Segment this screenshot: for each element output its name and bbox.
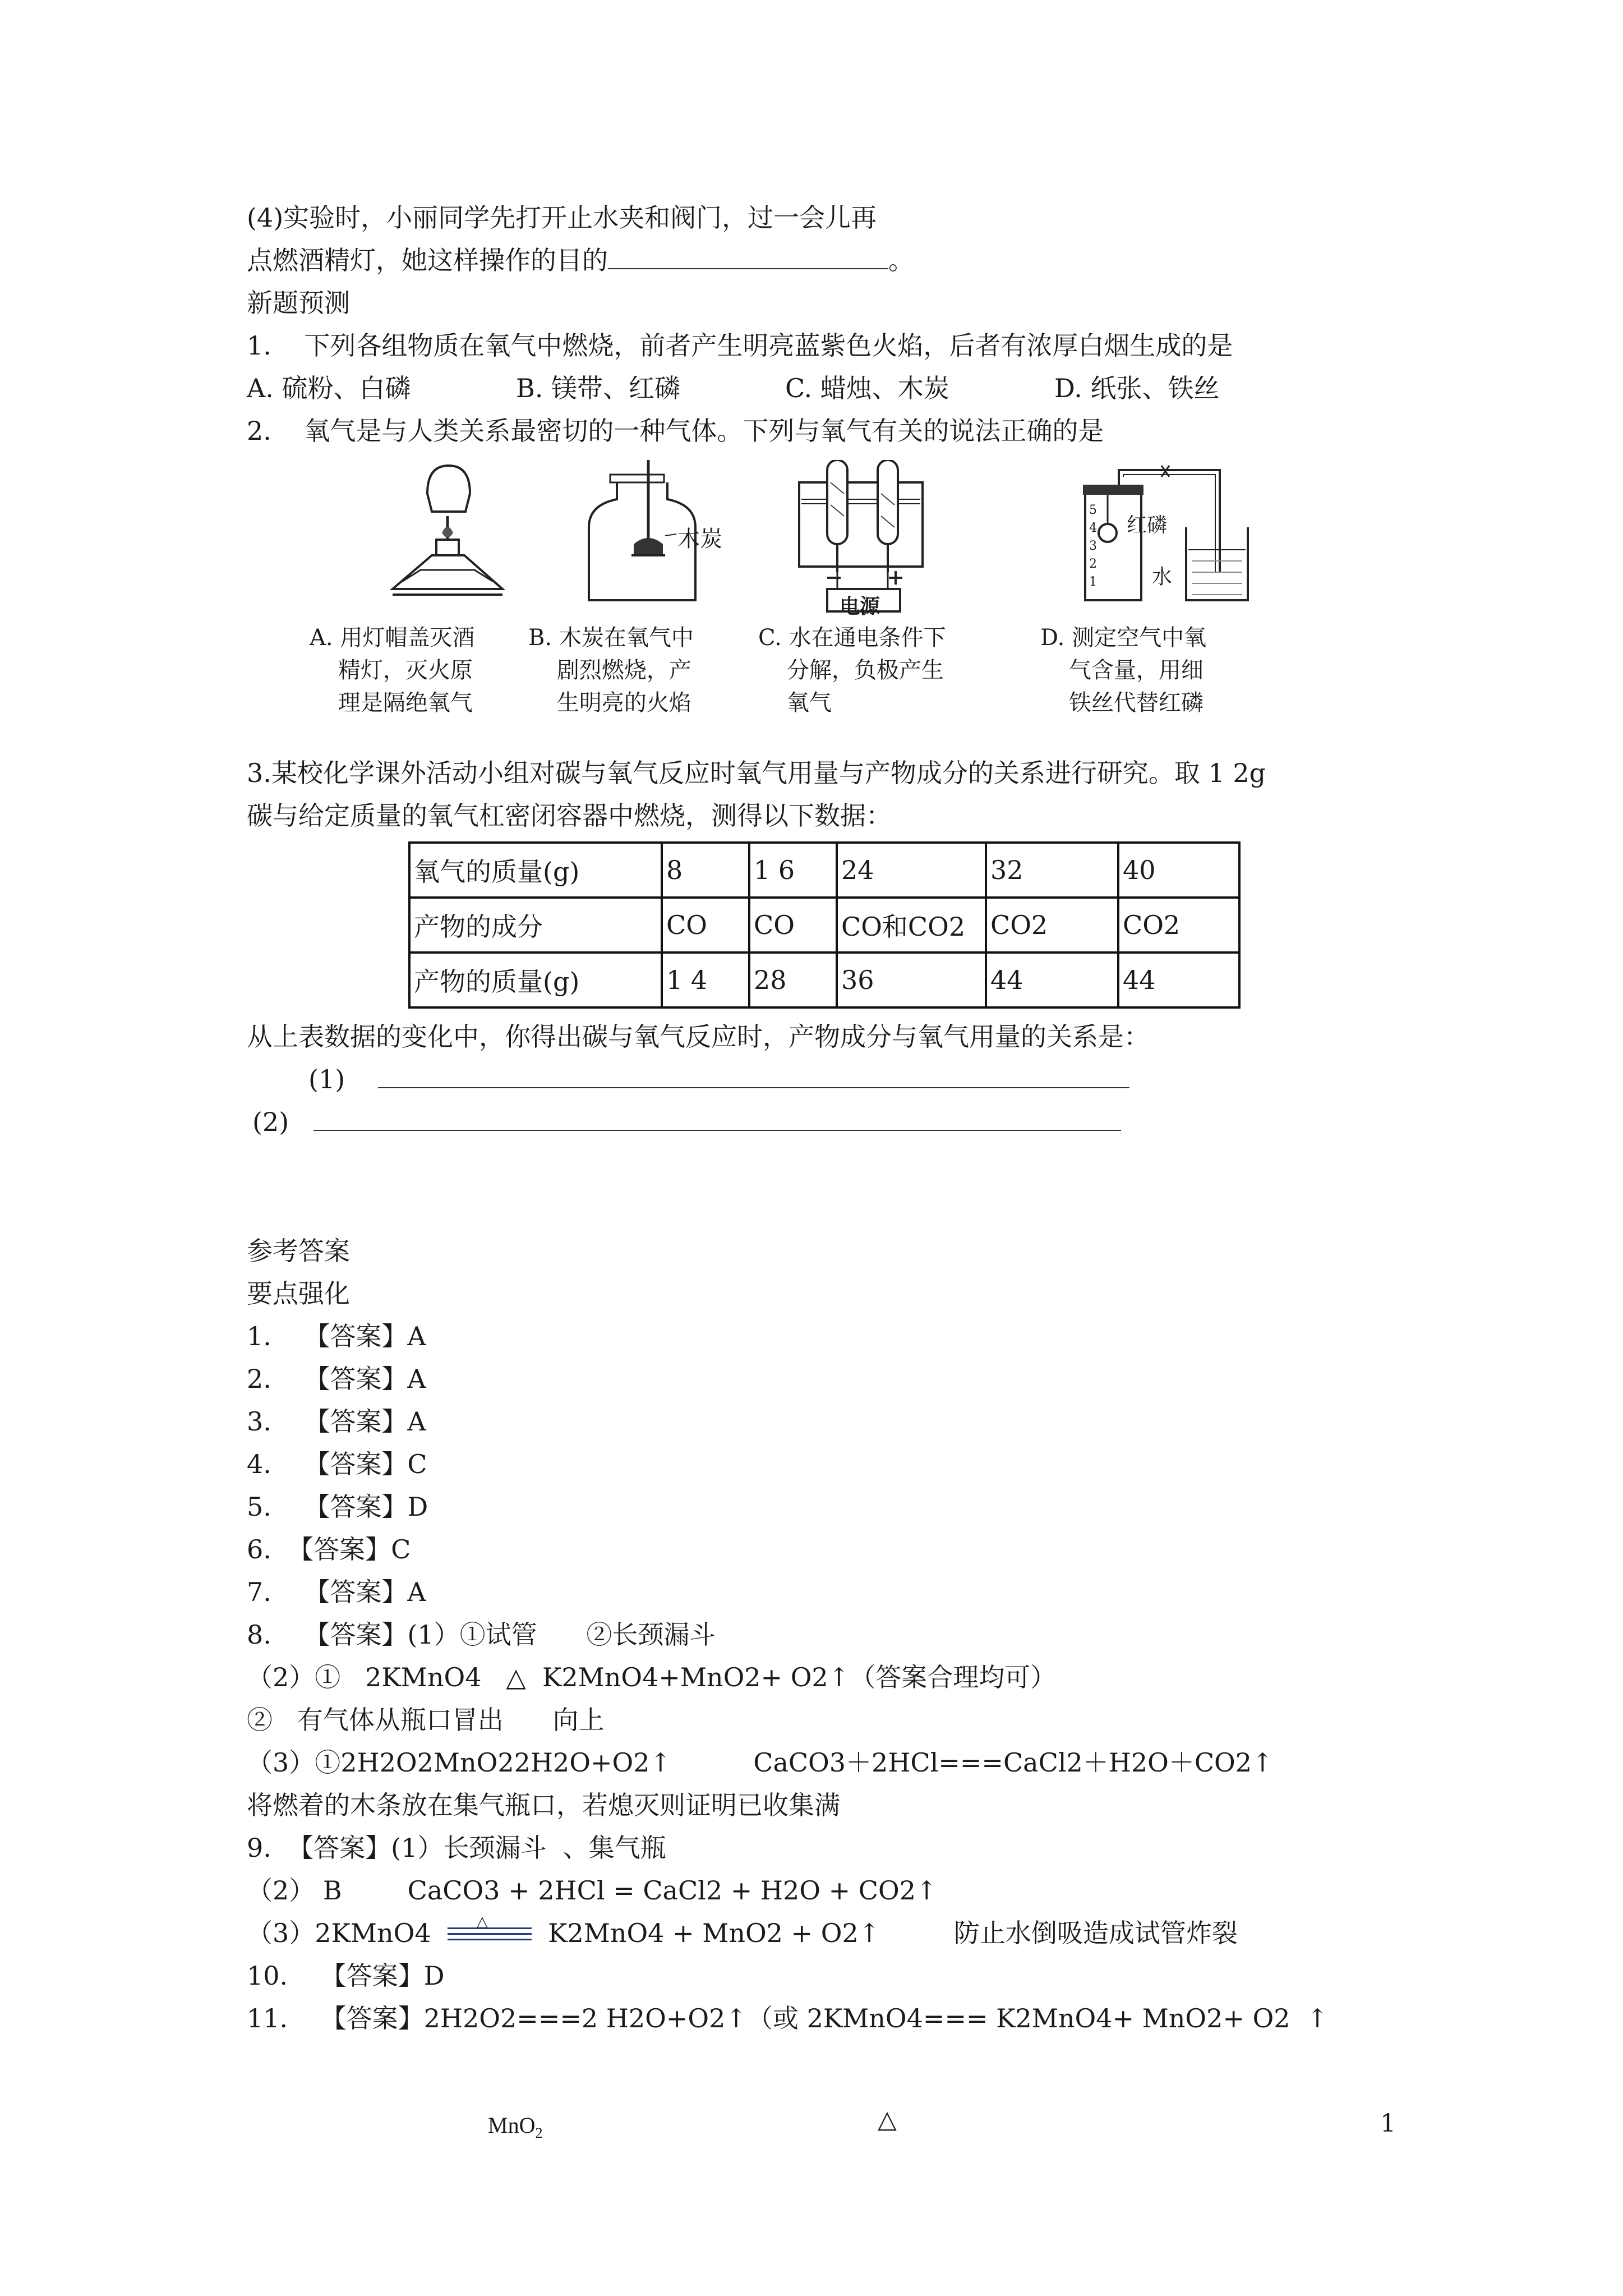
q3-blank1-row xyxy=(308,1062,1129,1096)
answers-subheading: 要点强化 xyxy=(247,1278,350,1309)
caption-c-line1: 水在通电条件下 xyxy=(789,625,946,651)
scale-5: 5 xyxy=(1089,503,1097,517)
table-cell: 1 4 xyxy=(662,953,749,1007)
answer-item: 9. 【答案】(1）长颈漏斗 、集气瓶 xyxy=(247,1833,666,1863)
label-water: 水 xyxy=(1152,565,1173,588)
label-red-phosphorus: 红磷 xyxy=(1127,514,1168,537)
table-row xyxy=(409,843,1239,898)
table-cell: 产物的质量(g) xyxy=(409,953,662,1007)
footer-triangle-icon: △ xyxy=(878,2105,897,2134)
table-cell: 28 xyxy=(749,953,837,1007)
table-cell: CO xyxy=(662,898,749,953)
answer-item: （2） B CaCO3 + 2HCl = CaCl2 + H2O + CO2↑ xyxy=(247,1875,938,1906)
answer-item: （2）① 2KMnO4 △ K2MnO4+MnO2+ O2↑（答案合理均可） xyxy=(247,1662,1057,1692)
table-cell: 产物的成分 xyxy=(409,898,662,953)
q4-line2-end: 。 xyxy=(888,245,914,275)
caption-d xyxy=(1040,622,1206,719)
answer-item: 将燃着的木条放在集气瓶口，若熄灭则证明已收集满 xyxy=(247,1790,840,1820)
q4-answer-blank[interactable] xyxy=(608,246,888,269)
caption-d-letter: D. xyxy=(1040,625,1065,651)
caption-a-letter: A. xyxy=(310,625,333,651)
caption-c-line2: 分解，负极产生 xyxy=(786,657,944,683)
caption-b-line2: 剧烈燃烧，产 xyxy=(556,657,691,683)
equals-line-1 xyxy=(448,1927,532,1929)
answer-9-3-start: （3）2KMnO4 xyxy=(247,1918,431,1948)
caption-a xyxy=(310,622,474,719)
q1-options xyxy=(247,371,1220,405)
q4-line2 xyxy=(247,243,914,277)
caption-b-letter: B. xyxy=(528,625,552,651)
answer-item: 6. 【答案】C xyxy=(247,1534,411,1565)
q1-option-c: C. 蜡烛、木炭 xyxy=(785,373,949,403)
table-cell: 40 xyxy=(1118,843,1239,898)
answer-item: 2. 【答案】A xyxy=(247,1364,426,1394)
q3-blank1-label: (1) xyxy=(308,1064,345,1094)
caption-b-line1: 木炭在氧气中 xyxy=(559,625,694,651)
table-cell: 44 xyxy=(1118,953,1239,1007)
table-row xyxy=(409,898,1239,953)
alcohol-lamp-figure xyxy=(376,460,510,611)
table-cell: 44 xyxy=(986,953,1118,1007)
scale-3: 3 xyxy=(1089,539,1097,553)
scale-1: 1 xyxy=(1089,575,1097,589)
table-cell: 36 xyxy=(837,953,986,1007)
q3-blank2-row xyxy=(252,1105,1121,1139)
equals-line-2 xyxy=(448,1933,532,1935)
answer-item: 8. 【答案】(1）①试管 ②长颈漏斗 xyxy=(247,1619,716,1650)
caption-c-line3: 氧气 xyxy=(786,690,832,716)
answer-item: 5. 【答案】D xyxy=(247,1492,428,1522)
caption-c-letter: C. xyxy=(758,625,782,651)
caption-d-line3: 铁丝代替红磷 xyxy=(1068,690,1204,716)
caption-b xyxy=(528,622,694,719)
caption-d-line2: 气含量，用细 xyxy=(1068,657,1204,683)
answer-9-3-note: 防止水倒吸造成试管炸裂 xyxy=(953,1918,1238,1948)
answer-item: 1. 【答案】A xyxy=(247,1321,426,1351)
caption-a-line1: 用灯帽盖灭酒 xyxy=(340,625,475,651)
q3-blank1[interactable] xyxy=(378,1065,1129,1088)
table-cell: CO和CO2 xyxy=(837,898,986,953)
footer-mno2-sub: 2 xyxy=(535,2125,543,2141)
carbon-oxygen-table xyxy=(408,841,1241,1009)
scale-marks xyxy=(1089,501,1097,591)
table-cell: CO xyxy=(749,898,837,953)
table-row xyxy=(409,953,1239,1007)
q3-blank2[interactable] xyxy=(313,1107,1121,1131)
caption-c xyxy=(758,622,946,719)
answer-item: （3）①2H2O2MnO22H2O+O2↑ CaCO3＋2HCl===CaCl2＋H2O＋CO2↑ xyxy=(247,1747,1274,1778)
q1-option-b: B. 镁带、红磷 xyxy=(516,373,681,403)
page-number: 1 xyxy=(1380,2109,1396,2138)
table-cell: 氧气的质量(g) xyxy=(409,843,662,898)
footer-mno2 xyxy=(488,2109,542,2150)
answer-item: 11. 【答案】2H2O2===2 H2O+O2↑（或 2KMnO4=== K2MnO4+ MnO2+ O2 ↑ xyxy=(247,2003,1329,2033)
label-charcoal: 木炭 xyxy=(677,526,722,552)
q1-stem: 1. 下列各组物质在氧气中燃烧，前者产生明亮蓝紫色火焰，后者有浓厚白烟生成的是 xyxy=(247,330,1233,361)
answer-item: 7. 【答案】A xyxy=(247,1577,426,1607)
q3-stem-line2: 碳与给定质量的氧气杠密闭容器中燃烧，测得以下数据： xyxy=(247,800,892,831)
q4-line1: (4)实验时，小丽同学先打开止水夹和阀门，过一会儿再 xyxy=(247,203,877,233)
q2-stem: 2. 氧气是与人类关系最密切的一种气体。下列与氧气有关的说法正确的是 xyxy=(247,416,1104,446)
footer-mno2-text: MnO xyxy=(488,2113,536,2138)
section-new-questions: 新题预测 xyxy=(247,288,350,318)
scale-2: 2 xyxy=(1089,557,1097,571)
answer-item: 10. 【答案】D xyxy=(247,1961,445,1991)
heat-arrow xyxy=(448,1913,532,1942)
table-cell: CO2 xyxy=(986,898,1118,953)
table-cell: CO2 xyxy=(1118,898,1239,953)
q1-option-d: D. 纸张、铁丝 xyxy=(1054,373,1220,403)
q3-conclusion: 从上表数据的变化中，你得出碳与氧气反应时，产物成分与氧气用量的关系是： xyxy=(247,1022,1150,1052)
q3-blank2-label: (2) xyxy=(252,1107,289,1137)
table-cell: 32 xyxy=(986,843,1118,898)
heat-triangle-icon: △ xyxy=(476,1913,488,1930)
equals-line-3 xyxy=(448,1939,532,1940)
q3-stem-line1: 3.某校化学课外活动小组对碳与氧气反应时氧气用量与产物成分的关系进行研究。取 1 2g xyxy=(247,758,1266,788)
caption-d-line1: 测定空气中氧 xyxy=(1072,625,1207,651)
table-cell: 24 xyxy=(837,843,986,898)
answer-item-9-3 xyxy=(247,1913,1238,1950)
table-cell: 8 xyxy=(662,843,749,898)
scale-4: 4 xyxy=(1089,521,1097,535)
answer-item: 3. 【答案】A xyxy=(247,1406,426,1437)
caption-a-line3: 理是隔绝氧气 xyxy=(338,690,473,716)
caption-b-line3: 生明亮的火焰 xyxy=(556,690,691,716)
caption-a-line2: 精灯，灭火原 xyxy=(338,657,473,683)
answers-heading: 参考答案 xyxy=(247,1236,350,1266)
answer-9-3-tail: K2MnO4 + MnO2 + O2↑ xyxy=(548,1918,880,1948)
q4-line2-text: 点燃酒精灯，她这样操作的目的 xyxy=(247,245,608,275)
table-cell: 1 6 xyxy=(749,843,837,898)
answer-item: ② 有气体从瓶口冒出 向上 xyxy=(247,1705,605,1735)
q1-option-a: A. 硫粉、白磷 xyxy=(247,373,411,403)
answer-item: 4. 【答案】C xyxy=(247,1449,427,1479)
label-power: 电源 xyxy=(840,595,880,618)
